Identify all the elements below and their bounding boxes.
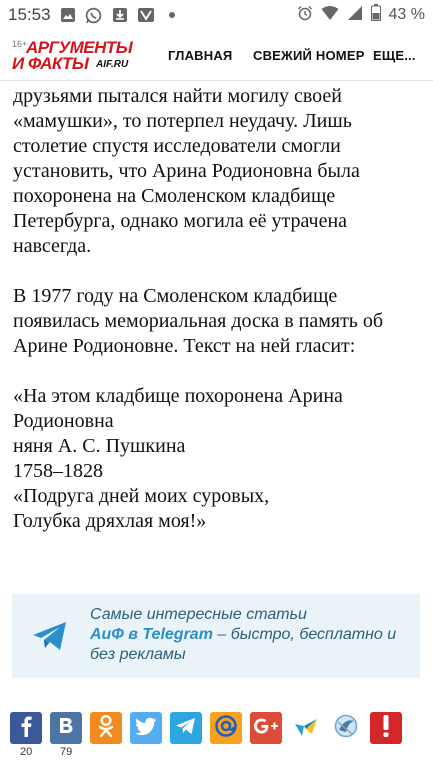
article-paragraph: В 1977 году на Смоленском кладбище появилась мемориальная доска в память об Арине Родионовне. Текст на ней гласит: [13, 285, 384, 357]
article-body [13, 84, 423, 559]
signal-icon [347, 5, 363, 26]
nav-issue [253, 30, 365, 80]
liveinternet-share-button[interactable] [370, 712, 402, 744]
logo-line-1: АРГУМЕНТЫ [26, 38, 133, 57]
nav-link-latest-issue[interactable]: СВЕЖИЙ НОМЕР [253, 47, 365, 63]
share-bar [10, 712, 402, 746]
vkontakte-share-button[interactable] [50, 712, 82, 744]
alarm-icon [297, 5, 313, 26]
telegram-icon [175, 716, 197, 741]
dot-icon [163, 7, 181, 23]
nav-main [168, 30, 232, 80]
telegram-text-before: Самые интересные статьи [90, 606, 307, 623]
google-plus-icon [253, 716, 279, 741]
nav-link-main[interactable]: ГЛАВНАЯ [168, 47, 233, 63]
site-header [0, 30, 433, 81]
whatsapp-icon [85, 7, 103, 23]
facebook-share-button[interactable] [10, 712, 42, 744]
odnoklassniki-icon [97, 714, 115, 743]
status-time: 15:53 [8, 5, 51, 24]
logo-domain: AIF.RU [96, 59, 129, 70]
vk-icon [57, 716, 75, 741]
mail-icon [137, 7, 155, 23]
status-bar [0, 0, 433, 30]
site-logo[interactable] [8, 36, 138, 74]
telegram-icon [30, 616, 70, 656]
quote-line: Голубка дряхлая моя!» [13, 510, 207, 532]
vkontakte-share-count: 79 [60, 746, 73, 758]
download-icon [111, 7, 129, 23]
google-plus-share-button[interactable] [250, 712, 282, 744]
telegram-share-button[interactable] [170, 712, 202, 744]
odnoklassniki-share-button[interactable] [90, 712, 122, 744]
mail-ru-icon [214, 714, 238, 743]
wifi-icon [321, 5, 339, 26]
surfingbird-share-button[interactable] [330, 712, 362, 744]
twitter-icon [135, 716, 157, 741]
nav-link-more[interactable]: ЕЩЕ... [373, 47, 416, 63]
livejournal-share-button[interactable] [290, 712, 322, 744]
age-rating: 16+ [12, 39, 28, 49]
telegram-banner-text [90, 605, 412, 665]
facebook-icon [18, 715, 34, 742]
twitter-share-button[interactable] [130, 712, 162, 744]
quote-line: «Подруга дней моих суровых, [13, 485, 270, 507]
battery-percent: 43 % [388, 6, 425, 23]
surfingbird-icon [332, 712, 360, 745]
quote-line: 1758–1828 [13, 460, 103, 482]
gallery-icon [59, 7, 77, 23]
telegram-text-after: – быстро, бесплатно и без рекламы [90, 626, 397, 663]
article-quote [13, 384, 423, 534]
quote-line: «На этом кладбище похоронена Арина Родионовна [13, 385, 343, 432]
article-paragraph: друзьями пытался найти могилу своей «мамушки», то потерпел неудачу. Лишь столетие спустя исследователи смогли установить, что Арина Родионовна была похоронена на Смоленском кладбище Петербурга, однако могила её утрачена навсегда. [13, 85, 360, 257]
mail-ru-share-button[interactable] [210, 712, 242, 744]
battery-icon [371, 4, 381, 26]
facebook-share-count: 20 [20, 746, 33, 758]
logo-line-2: И ФАКТЫ [12, 54, 89, 73]
livejournal-icon [292, 712, 320, 745]
telegram-link[interactable]: АиФ в Telegram [90, 626, 213, 643]
liveinternet-icon [381, 714, 391, 743]
telegram-banner[interactable] [12, 594, 420, 678]
quote-line: няня А. С. Пушкина [13, 435, 186, 457]
nav-more [373, 30, 416, 80]
